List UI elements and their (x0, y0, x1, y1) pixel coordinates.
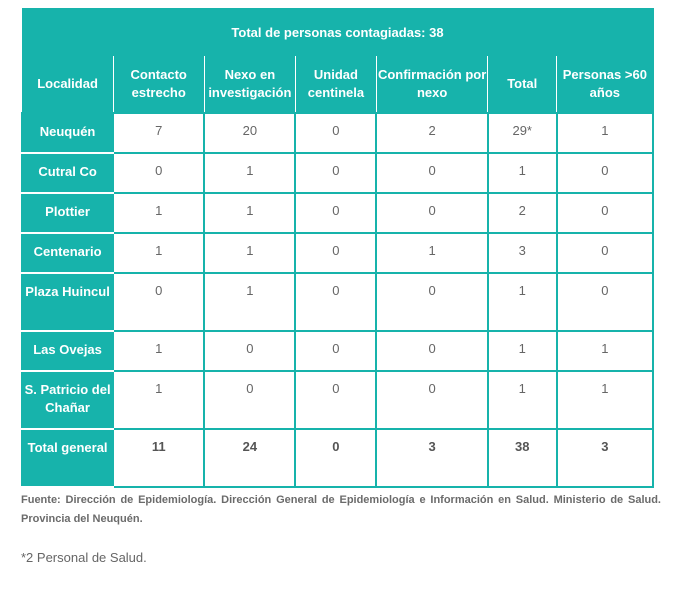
total-row (22, 429, 653, 487)
cell-value: 20 (204, 113, 295, 153)
header-nexo-investigacion: Nexo en investigación (204, 55, 295, 113)
cell-value: 1 (113, 193, 204, 233)
cell-value: 0 (295, 153, 376, 193)
table-row (22, 193, 653, 233)
row-locality: Centenario (22, 233, 113, 273)
header-personas-60: Personas >60 años (557, 55, 653, 113)
cell-value: 3 (488, 233, 557, 273)
cell-value: 1 (557, 113, 653, 153)
table-row (22, 233, 653, 273)
total-value: 11 (113, 429, 204, 487)
total-label: Total general (22, 429, 113, 487)
total-value: 3 (557, 429, 653, 487)
table-row (22, 273, 653, 331)
cell-value: 2 (488, 193, 557, 233)
row-locality: S. Patricio del Chañar (22, 371, 113, 429)
total-value: 3 (376, 429, 487, 487)
cell-value: 1 (113, 371, 204, 429)
row-locality: Plottier (22, 193, 113, 233)
cell-value: 1 (204, 233, 295, 273)
table-row (22, 113, 653, 153)
cell-value: 0 (295, 113, 376, 153)
cell-value: 0 (557, 153, 653, 193)
cell-value: 0 (295, 193, 376, 233)
total-value: 24 (204, 429, 295, 487)
cell-value: 0 (295, 331, 376, 371)
cell-value: 1 (488, 331, 557, 371)
cases-table (21, 8, 654, 488)
source-note: Fuente: Dirección de Epidemiología. Dirección General de Epidemiología e Información en Salud. Ministerio de Salud. Provincia del Neuquén. (21, 494, 661, 525)
cell-value: 0 (376, 273, 487, 331)
cell-value: 7 (113, 113, 204, 153)
cell-value: 0 (113, 153, 204, 193)
cell-value: 1 (488, 371, 557, 429)
cell-value: 1 (204, 193, 295, 233)
cell-value: 0 (557, 193, 653, 233)
header-contacto-estrecho: Contacto estrecho (113, 55, 204, 113)
header-localidad: Localidad (22, 55, 113, 113)
table-row (22, 371, 653, 429)
table-row (22, 153, 653, 193)
cell-value: 1 (488, 153, 557, 193)
cell-value: 1 (204, 273, 295, 331)
cell-value: 0 (113, 273, 204, 331)
footnote: *2 Personal de Salud. (21, 550, 147, 565)
cell-value: 1 (113, 331, 204, 371)
header-confirmacion-nexo: Confirmación por nexo (376, 55, 487, 113)
total-value: 0 (295, 429, 376, 487)
cell-value: 1 (557, 331, 653, 371)
cell-value: 29* (488, 113, 557, 153)
cell-value: 0 (557, 233, 653, 273)
cell-value: 0 (557, 273, 653, 331)
cell-value: 0 (376, 153, 487, 193)
table-row (22, 331, 653, 371)
cell-value: 0 (204, 371, 295, 429)
cell-value: 1 (204, 153, 295, 193)
header-total: Total (488, 55, 557, 113)
cell-value: 0 (295, 233, 376, 273)
total-value: 38 (488, 429, 557, 487)
table-title: Total de personas contagiadas: 38 (22, 9, 653, 55)
cell-value: 2 (376, 113, 487, 153)
row-locality: Las Ovejas (22, 331, 113, 371)
cell-value: 0 (295, 371, 376, 429)
cell-value: 0 (376, 331, 487, 371)
row-locality: Plaza Huincul (22, 273, 113, 331)
header-unidad-centinela: Unidad centinela (295, 55, 376, 113)
row-locality: Neuquén (22, 113, 113, 153)
cell-value: 1 (113, 233, 204, 273)
cell-value: 1 (376, 233, 487, 273)
cell-value: 0 (204, 331, 295, 371)
cell-value: 1 (488, 273, 557, 331)
cell-value: 0 (376, 193, 487, 233)
cell-value: 0 (376, 371, 487, 429)
cell-value: 0 (295, 273, 376, 331)
cell-value: 1 (557, 371, 653, 429)
row-locality: Cutral Co (22, 153, 113, 193)
